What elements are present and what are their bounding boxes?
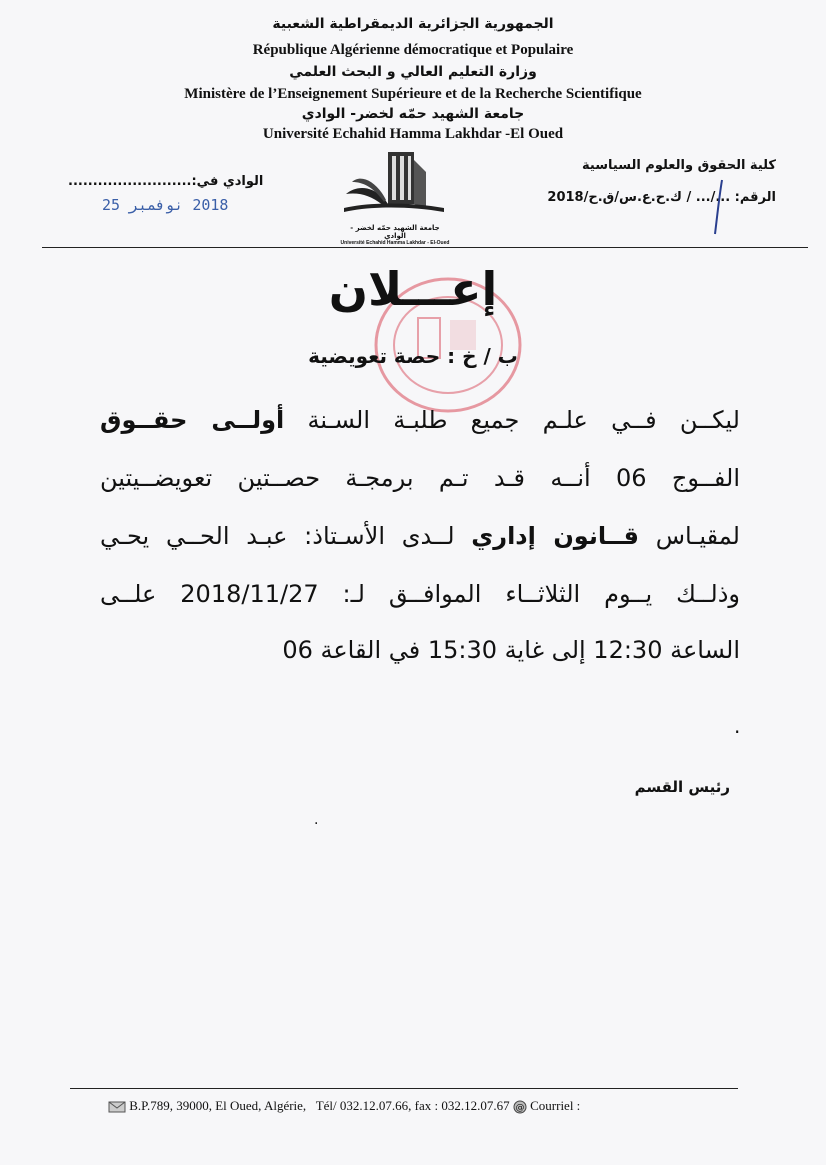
body-line-3-c: لــدى الأسـتاذ: عبـد الحــي يحـي: [100, 522, 455, 550]
footer-courriel: Courriel :: [530, 1098, 581, 1113]
signature-title: رئيس القسم: [634, 778, 730, 796]
body-line-1-text: ليكــن فــي علـم جميع طلبـة السـنة: [307, 406, 740, 434]
stray-dot-2: .: [314, 812, 319, 828]
at-icon: [513, 1100, 527, 1114]
ministry-ar: وزارة التعليم العالي و البحث العلمي: [289, 64, 537, 80]
stray-dot: .: [734, 714, 741, 738]
logo-caption-ar: جامعة الشهيد حمّه لخضر - الوادي: [350, 224, 440, 240]
body-line-2: الفــوج 06 أنــه قـد تـم برمجـة حصــتين تعويضــيتين: [100, 464, 740, 492]
ink-stroke: [712, 178, 726, 236]
date-line: الوادي في:.........................: [68, 174, 264, 189]
faculty-name: كلية الحقوق والعلوم السياسية: [582, 158, 776, 173]
university-fr: Université Echahid Hamma Lakhdar -El Oued: [262, 126, 564, 142]
university-logo: [340, 142, 450, 246]
level-highlight: أولــى حقــوق: [100, 406, 285, 434]
footer-contact: [108, 1098, 580, 1114]
header-divider: [42, 247, 808, 248]
subject-line: ب / خ : حصة تعويضية: [308, 344, 518, 368]
republic-fr: République Algérienne démocratique et Populaire: [252, 42, 574, 58]
republic-ar: الجمهورية الجزائرية الديمقراطية الشعبية: [272, 16, 554, 32]
book-building-logo-icon: [340, 142, 450, 222]
body-line-4: وذلــك يــوم الثلاثــاء الموافــق لـ: 2018/11/27 علــى: [100, 580, 740, 608]
footer-address: B.P.789, 39000, El Oued, Algérie,: [129, 1098, 307, 1113]
body-line-5: الساعة 12:30 إلى غاية 15:30 في القاعة 06: [282, 636, 740, 664]
university-ar: جامعة الشهيد حمّه لخضر- الوادي: [301, 106, 525, 122]
logo-caption-fr: Université Echahid Hamma Lakhdar - El-Oued: [340, 240, 450, 246]
footer-divider: [70, 1088, 738, 1089]
body-line-1: [100, 406, 740, 434]
ministry-fr: Ministère de l’Enseignement Supérieure et de la Recherche Scientifique: [184, 86, 642, 102]
body-line-3: [100, 522, 740, 550]
reference-number: الرقم: .../... / ك.ح.ع.س/ق.ح/2018: [547, 190, 776, 205]
stamp-date: 2018 نوفمبر 25: [102, 196, 229, 214]
announcement-title: إعـــلان: [328, 262, 498, 316]
footer-phone: Tél/ 032.12.07.66, fax : 032.12.07.67: [315, 1098, 510, 1113]
body-line-3-a: لمقيـاس: [655, 522, 740, 550]
module-highlight: قــانون إداري: [471, 522, 639, 550]
envelope-icon: [108, 1101, 126, 1113]
svg-text:@: @: [515, 1103, 525, 1114]
